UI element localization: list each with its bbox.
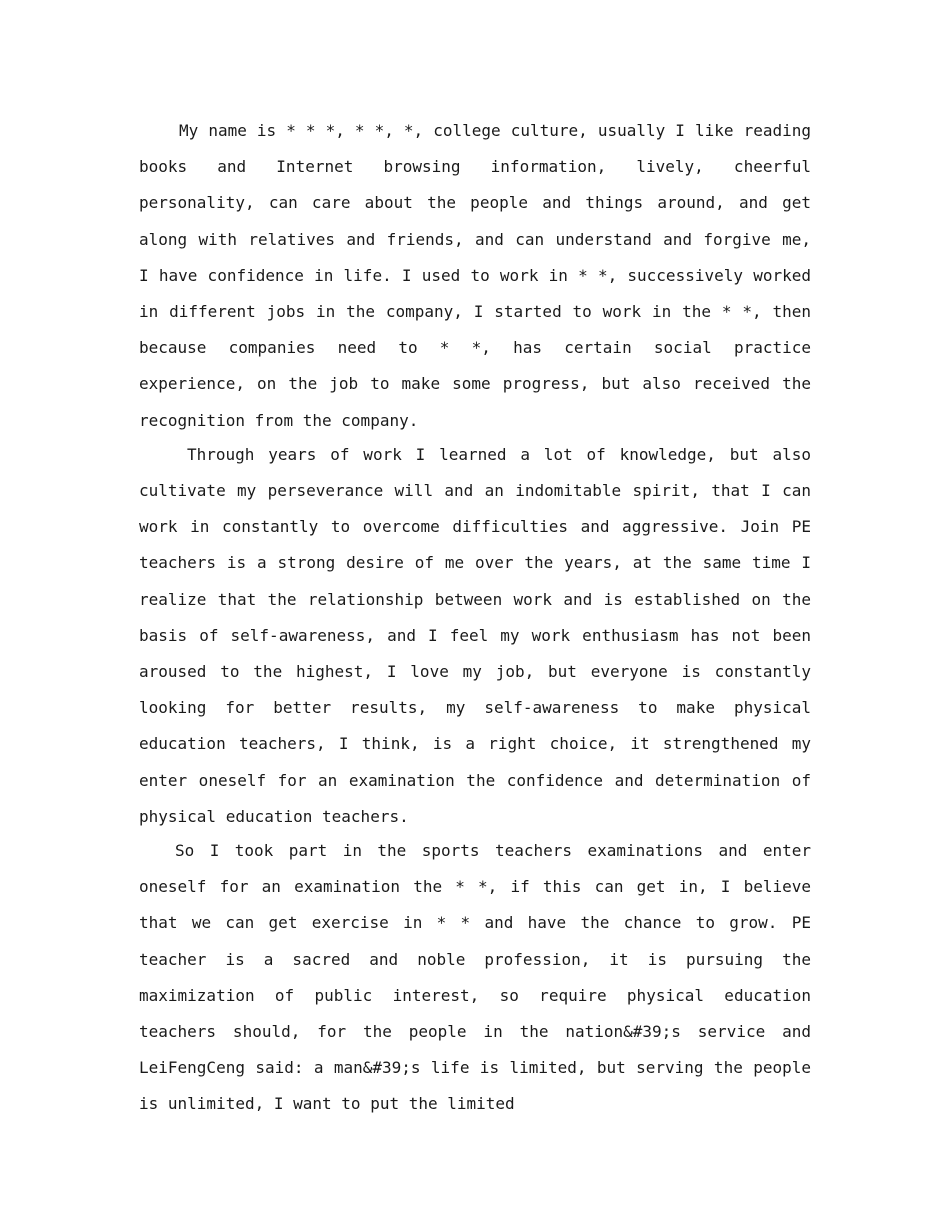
paragraph-3: So I took part in the sports teachers examinations and enter oneself for an examination the * *, if this can get in, I believe that we can get exercise in * * and have the chance to grow. PE teacher is a sacred and noble profession, it is pursuing the maximization of public interest, so require physical education teachers should, for the people in the nation&#39;s service and LeiFengCeng said: a man&#39;s life is limited, but serving the people is unlimited, I want to put the limited (139, 841, 811, 1114)
paragraph-2: Through years of work I learned a lot of knowledge, but also cultivate my perseverance will and an indomitable spirit, that I can work in constantly to overcome difficulties and aggressive. Join PE teachers is a strong desire of me over the years, at the same time I realize that the relationship between work and is established on the basis of self-awareness, and I feel my work enthusiasm has not been aroused to the highest, I love my job, but everyone is constantly looking for better results, my self-awareness to make physical education teachers, I think, is a right choice, it strengthened my enter oneself for an examination the confidence and determination of physical education teachers. (139, 444, 811, 826)
paragraph-1: My name is * * *, * *, *, college culture, usually I like reading books and Internet browsing information, lively, cheerful personality, can care about the people and things around, and get along with relatives and friends, and can understand and forgive me, I have confidence in life. I used to work in * *, successively worked in different jobs in the company, I started to work in the * *, then because companies need to * *, has certain social practice experience, on the job to make some progress, but also received the recognition from the company. (139, 121, 811, 430)
document-body (139, 113, 811, 1123)
